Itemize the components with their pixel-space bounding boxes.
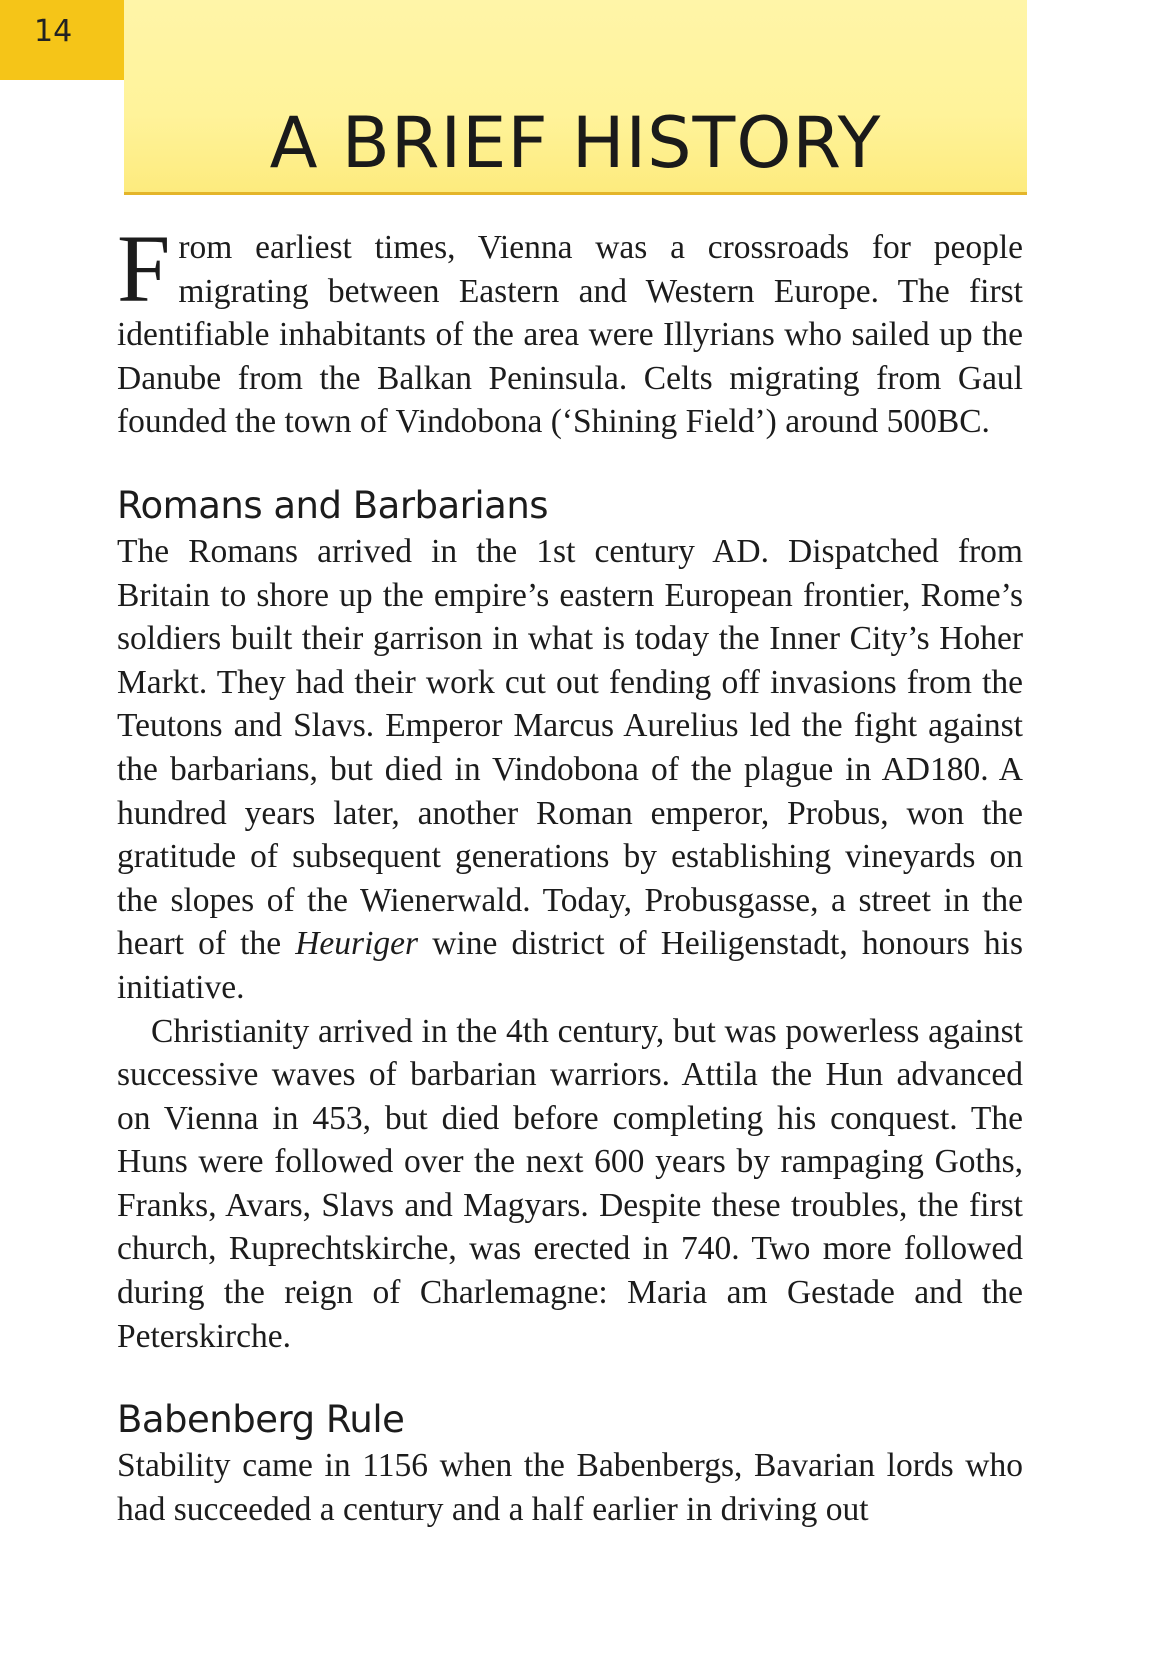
article-body — [117, 215, 1024, 1531]
section-heading-babenberg: Babenberg Rule — [117, 1398, 405, 1442]
heuriger-italic: Heuriger — [295, 925, 419, 963]
babenberg-paragraph-1: Stability came in 1156 when the Babenbergs, Bavarian lords who had succeeded a century and a half earlier in driving out — [117, 1447, 1023, 1528]
intro-text: rom earliest times, Vienna was a crossroads for people migrating between Eastern and Western Europe. The first identifiable inhabitants of the area were Illyrians who sailed up the Danube from the Balkan Peninsula. Celts migrating from Gaul founded the town of Vindobona (‘Shining Field’) around 500BC. — [117, 229, 1023, 441]
romans-text-1b: wine district of Heiligenstadt, honours his initiative. — [117, 925, 1024, 1006]
page-number: 14 — [34, 14, 73, 49]
drop-cap: F — [117, 215, 171, 322]
intro-paragraph — [117, 215, 1023, 444]
title-band — [124, 0, 1027, 195]
romans-paragraph-2: Christianity arrived in the 4th century, but was powerless against successive waves of barbarian warriors. Attila the Hun advanced on Vienna in 453, but died before completing his conquest. The Huns were followed over the next 600 years by rampaging Goths, Franks, Avars, Slavs and Magyars. Despite these troubles, the first church, Ruprechtskirche, was erected in 740. Two more followed during the reign of Charlemagne: Maria am Gestade and the Peterskirche. — [117, 1012, 1023, 1355]
romans-text-1a: The Romans arrived in the 1st century AD. Dispatched from Britain to shore up the empire’s eastern European frontier, Rome’s soldiers built their garrison in what is today the Inner City’s Hoher Markt. They had their work cut out fending off invasions from the Teutons and Slavs. Emperor Marcus Aurelius led the fight against the barbarians, but died in Vindobona of the plague in AD180. A hundred years later, another Roman emperor, Probus, won the gratitude of subsequent generations by establishing vineyards on the slopes of the Wienerwald. Today, Probusgasse, a street in the heart of the — [117, 532, 1023, 963]
section-heading-romans: Romans and Barbarians — [117, 483, 549, 527]
page-number-tab — [0, 0, 124, 80]
romans-paragraph-1 — [117, 530, 1023, 1010]
page-title: A BRIEF HISTORY — [269, 102, 882, 184]
